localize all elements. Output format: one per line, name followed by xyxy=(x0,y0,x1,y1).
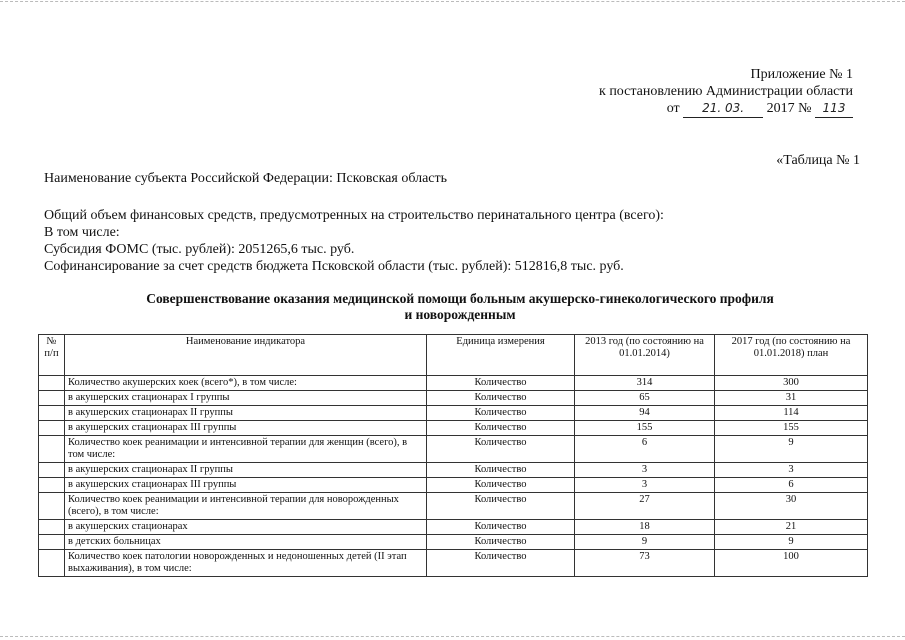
row-num xyxy=(39,391,65,406)
row-value-2013: 65 xyxy=(575,391,715,406)
appendix-decree: к постановлению Администрации области xyxy=(599,84,853,99)
table-row xyxy=(39,406,868,421)
row-num xyxy=(39,376,65,391)
row-value-2017: 300 xyxy=(715,376,868,391)
header-unit: Единица измерения xyxy=(427,335,575,376)
row-unit: Количество xyxy=(427,421,575,436)
row-value-2013: 6 xyxy=(575,436,715,463)
title-line-1: Совершенствование оказания медицинской помощи больным акушерско-гинекологического профиля xyxy=(146,291,774,306)
table-row xyxy=(39,550,868,577)
row-indicator-name: в акушерских стационарах I группы xyxy=(65,391,427,406)
row-unit: Количество xyxy=(427,493,575,520)
row-num xyxy=(39,520,65,535)
finance-subsidy: Субсидия ФОМС (тыс. рублей): 2051265,6 тыс. руб. xyxy=(44,242,355,257)
row-num xyxy=(39,493,65,520)
row-value-2017: 30 xyxy=(715,493,868,520)
finance-including: В том числе: xyxy=(44,225,120,240)
row-indicator-name: в акушерских стационарах II группы xyxy=(65,463,427,478)
header-num: № п/п xyxy=(39,335,65,376)
subject-line: Наименование субъекта Российской Федерации: Псковская область xyxy=(44,171,448,186)
row-unit: Количество xyxy=(427,463,575,478)
row-value-2013: 3 xyxy=(575,463,715,478)
row-value-2013: 9 xyxy=(575,535,715,550)
appendix-block xyxy=(599,66,853,118)
row-num xyxy=(39,406,65,421)
appendix-title: Приложение № 1 xyxy=(750,67,853,82)
row-value-2017: 21 xyxy=(715,520,868,535)
scan-edge-bottom xyxy=(0,636,905,637)
finance-cofinancing: Софинансирование за счет средств бюджета Псковской области (тыс. рублей): 512816,8 тыс. руб. xyxy=(44,259,624,274)
row-indicator-name: в акушерских стационарах III группы xyxy=(65,421,427,436)
table-row xyxy=(39,391,868,406)
finance-total: Общий объем финансовых средств, предусмотренных на строительство перинатального центра (всего): xyxy=(44,208,664,223)
row-value-2013: 3 xyxy=(575,478,715,493)
row-unit: Количество xyxy=(427,391,575,406)
row-indicator-name: Количество коек реанимации и интенсивной терапии для женщин (всего), в том числе: xyxy=(65,436,427,463)
row-value-2017: 114 xyxy=(715,406,868,421)
year-label: 2017 № xyxy=(766,101,812,116)
row-value-2013: 18 xyxy=(575,520,715,535)
title-line-2: и новорожденным xyxy=(404,307,516,322)
row-value-2013: 94 xyxy=(575,406,715,421)
row-indicator-name: Количество коек реанимации и интенсивной терапии для новорожденных (всего), в том числе: xyxy=(65,493,427,520)
table-row xyxy=(39,463,868,478)
row-unit: Количество xyxy=(427,406,575,421)
table-header-row xyxy=(39,335,868,376)
row-value-2017: 100 xyxy=(715,550,868,577)
scan-edge-top xyxy=(0,1,905,2)
row-indicator-name: Количество коек патологии новорожденных и недоношенных детей (II этап выхаживания), в том числе: xyxy=(65,550,427,577)
row-indicator-name: в акушерских стационарах xyxy=(65,520,427,535)
page-title xyxy=(60,291,860,323)
row-value-2013: 27 xyxy=(575,493,715,520)
row-value-2017: 3 xyxy=(715,463,868,478)
table-row xyxy=(39,493,868,520)
header-2013: 2013 год (по состоянию на 01.01.2014) xyxy=(575,335,715,376)
row-unit: Количество xyxy=(427,376,575,391)
row-value-2017: 9 xyxy=(715,436,868,463)
row-num xyxy=(39,436,65,463)
header-name: Наименование индикатора xyxy=(65,335,427,376)
handwritten-date: 21. 03. xyxy=(683,100,763,118)
row-unit: Количество xyxy=(427,550,575,577)
row-num xyxy=(39,421,65,436)
row-indicator-name: в детских больницах xyxy=(65,535,427,550)
indicator-table xyxy=(38,334,868,577)
row-num xyxy=(39,463,65,478)
row-unit: Количество xyxy=(427,436,575,463)
row-num xyxy=(39,535,65,550)
table-row xyxy=(39,376,868,391)
row-indicator-name: в акушерских стационарах III группы xyxy=(65,478,427,493)
table-row xyxy=(39,421,868,436)
table-row xyxy=(39,478,868,493)
date-prefix: от xyxy=(666,101,680,116)
row-num xyxy=(39,550,65,577)
row-value-2013: 73 xyxy=(575,550,715,577)
table-row xyxy=(39,535,868,550)
row-unit: Количество xyxy=(427,535,575,550)
handwritten-number: 113 xyxy=(815,100,853,118)
table-row xyxy=(39,436,868,463)
row-value-2013: 155 xyxy=(575,421,715,436)
table-tag: «Таблица № 1 xyxy=(776,153,860,168)
row-unit: Количество xyxy=(427,478,575,493)
row-indicator-name: в акушерских стационарах II группы xyxy=(65,406,427,421)
row-value-2017: 31 xyxy=(715,391,868,406)
row-value-2013: 314 xyxy=(575,376,715,391)
finance-block xyxy=(44,207,664,275)
appendix-date-line xyxy=(599,100,853,118)
header-2017: 2017 год (по состоянию на 01.01.2018) план xyxy=(715,335,868,376)
row-unit: Количество xyxy=(427,520,575,535)
row-indicator-name: Количество акушерских коек (всего*), в том числе: xyxy=(65,376,427,391)
row-num xyxy=(39,478,65,493)
row-value-2017: 155 xyxy=(715,421,868,436)
row-value-2017: 9 xyxy=(715,535,868,550)
row-value-2017: 6 xyxy=(715,478,868,493)
table-row xyxy=(39,520,868,535)
